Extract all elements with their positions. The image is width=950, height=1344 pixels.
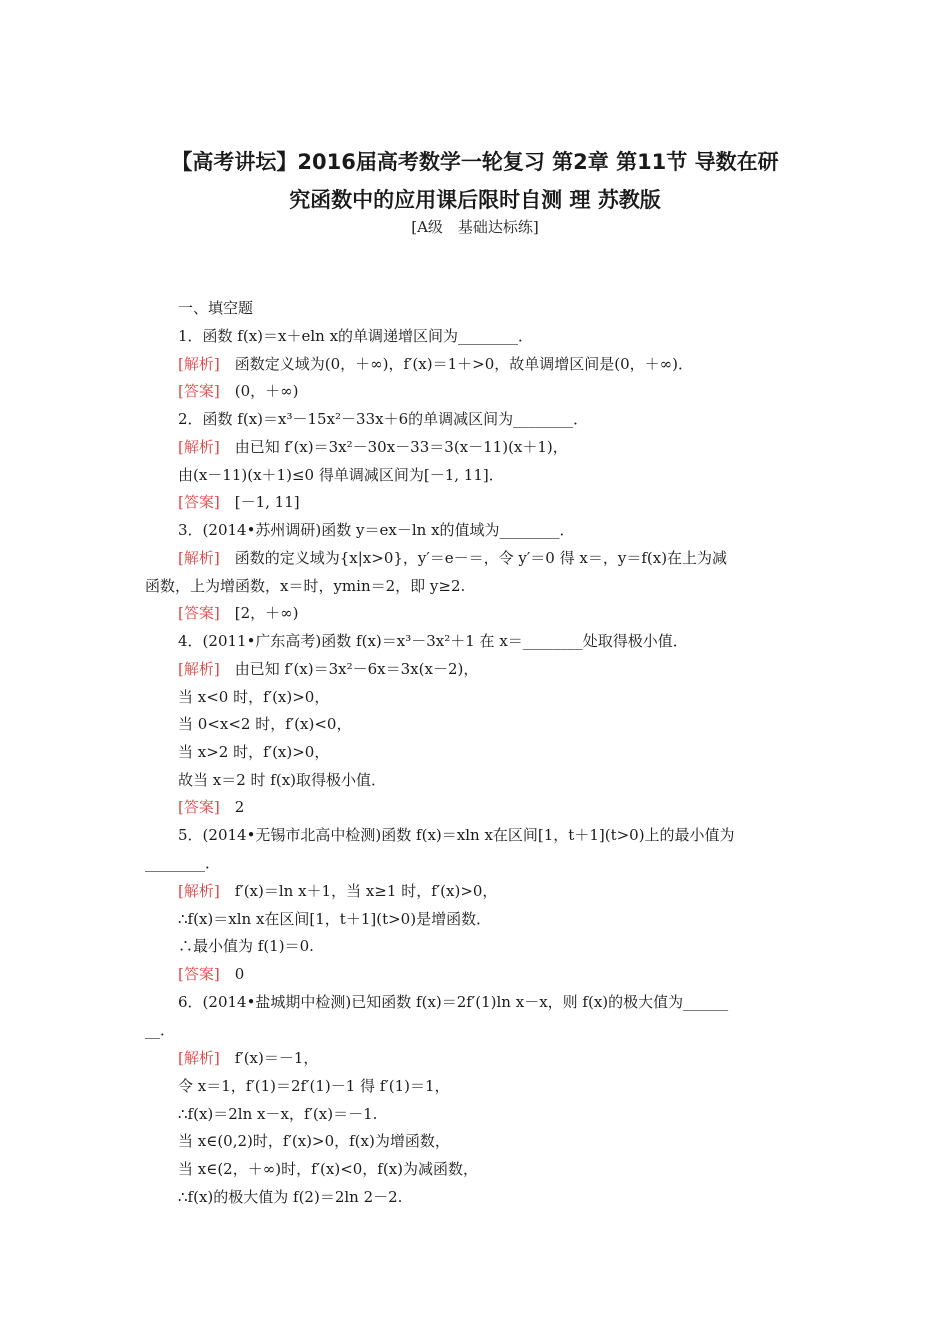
analysis-tag: [解析] [178, 549, 220, 567]
doc-title-line2: 究函数中的应用课后限时自测 理 苏教版 [289, 188, 661, 212]
analysis-tag: [解析] [178, 1049, 220, 1067]
analysis-line: [解析] 由已知 f′(x)＝3x²－30x－33＝3(x－11)(x＋1)， [178, 438, 568, 456]
analysis-line: ∴f(x)＝2ln x－x，f′(x)＝－1. [178, 1105, 378, 1123]
analysis-line: 当 x∈(2，＋∞)时，f′(x)<0，f(x)为减函数， [178, 1160, 479, 1178]
analysis-line: ∴最小值为 f(1)＝0. [178, 937, 314, 955]
analysis-line: 当 x∈(0,2)时，f′(x)>0，f(x)为增函数， [178, 1132, 450, 1150]
question-2: 2．函数 f(x)＝x³－15x²－33x＋6的单调减区间为________． [178, 410, 589, 428]
question-6-blank: __． [145, 1021, 176, 1039]
answer-tag: [答案] [178, 798, 220, 816]
analysis-line: [解析] 函数定义域为(0，＋∞)，f′(x)＝1＋>0，故单调增区间是(0，＋∞)． [178, 355, 693, 373]
analysis-line: [解析] 由已知 f′(x)＝3x²－6x＝3x(x－2)， [178, 660, 479, 678]
analysis-line: ∴f(x)＝xln x在区间[1，t＋1](t>0)是增函数． [178, 910, 492, 928]
question-1: 1．函数 f(x)＝x＋eln x的单调递增区间为________． [178, 327, 534, 345]
question-5-blank: ________． [145, 854, 221, 872]
question-5: 5．(2014•无锡市北高中检测)函数 f(x)＝xln x在区间[1，t＋1](t>0)上的最小值为 [178, 826, 735, 844]
answer-line: [答案] 0 [178, 965, 245, 983]
answer-line: [答案] (0，＋∞) [178, 382, 299, 400]
analysis-line: 函数，上为增函数，x＝时，ymin＝2，即 y≥2. [145, 577, 466, 595]
question-3: 3．(2014•苏州调研)函数 y＝ex－ln x的值域为________． [178, 521, 575, 539]
level-heading: [A级 基础达标练] [411, 218, 539, 236]
answer-tag: [答案] [178, 604, 220, 622]
analysis-line: 故当 x＝2 时 f(x)取得极小值． [178, 771, 387, 789]
question-4: 4．(2011•广东高考)函数 f(x)＝x³－3x²＋1 在 x＝________处取得极小值． [178, 632, 688, 650]
section-heading: 一、填空题 [178, 299, 254, 317]
analysis-tag: [解析] [178, 438, 220, 456]
analysis-line: [解析] 函数的定义域为{x|x>0}，y′＝e－＝，令 y′＝0 得 x＝，y＝f(x)在上为减 [178, 549, 728, 567]
answer-tag: [答案] [178, 965, 220, 983]
answer-tag: [答案] [178, 382, 220, 400]
analysis-line: [解析] f′(x)＝－1， [178, 1049, 319, 1067]
analysis-line: 当 x<0 时，f′(x)>0， [178, 688, 330, 706]
analysis-line: 由(x－11)(x＋1)≤0 得单调减区间为[－1, 11]． [178, 466, 504, 484]
analysis-tag: [解析] [178, 882, 220, 900]
answer-line: [答案] [2，＋∞) [178, 604, 299, 622]
doc-title-line1: 【高考讲坛】2016届高考数学一轮复习 第2章 第11节 导数在研 [171, 150, 779, 174]
analysis-line: 当 0<x<2 时，f′(x)<0， [178, 715, 352, 733]
analysis-line: 令 x＝1，f′(1)＝2f′(1)－1 得 f′(1)＝1， [178, 1077, 450, 1095]
analysis-line: 当 x>2 时，f′(x)>0， [178, 743, 330, 761]
question-6: 6．(2014•盐城期中检测)已知函数 f(x)＝2f′(1)ln x－x，则 f(x)的极大值为______ [178, 993, 729, 1011]
analysis-line: ∴f(x)的极大值为 f(2)＝2ln 2－2. [178, 1188, 403, 1206]
answer-tag: [答案] [178, 493, 220, 511]
answer-line: [答案] [－1, 11] [178, 493, 300, 511]
answer-line: [答案] 2 [178, 798, 245, 816]
analysis-line: [解析] f′(x)＝ln x＋1，当 x≥1 时，f′(x)>0， [178, 882, 498, 900]
analysis-tag: [解析] [178, 660, 220, 678]
analysis-tag: [解析] [178, 355, 220, 373]
